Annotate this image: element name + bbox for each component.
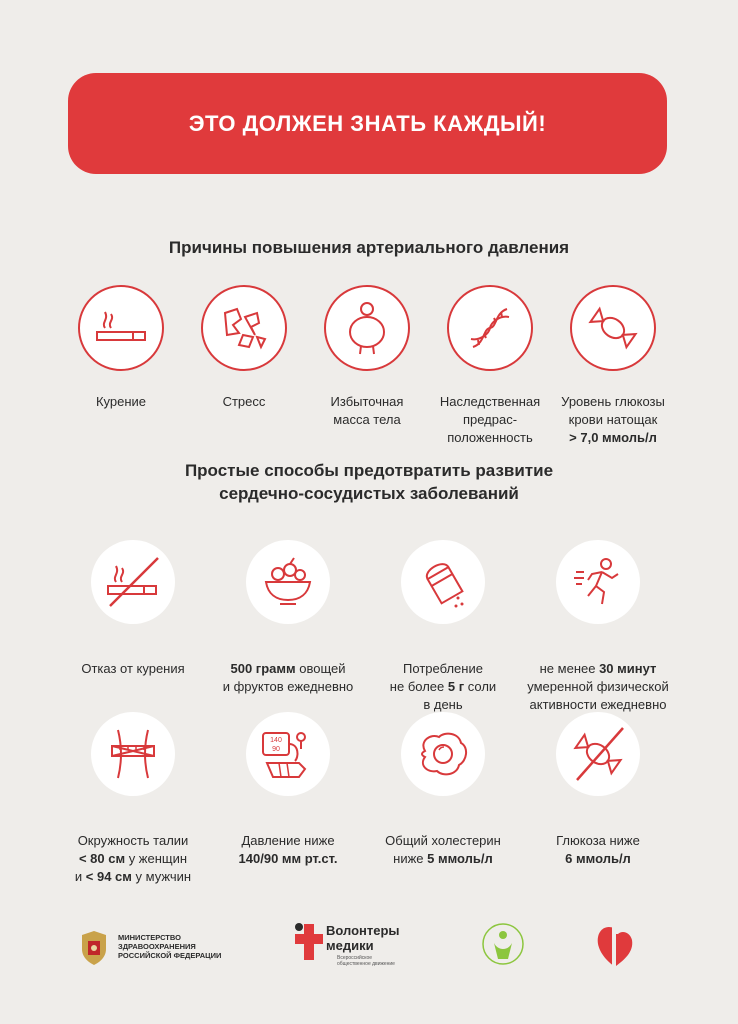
- tip-pressure: [198, 712, 378, 868]
- tip-label: Отказ от курения: [81, 661, 185, 676]
- volunteers-logo-subtitle: Всероссийское общественное движение: [337, 955, 395, 967]
- broken-pieces-icon: [201, 285, 287, 371]
- tip-glucose: [508, 712, 688, 868]
- vegetable-bowl-icon: [246, 540, 330, 624]
- cause-label: Уровень глюкозы крови натощак > 7,0 ммоль/л: [561, 394, 665, 445]
- cause-label: Стресс: [222, 394, 266, 409]
- prevention-heading: Простые способы предотвратить развитие сердечно-сосудистых заболеваний: [184, 461, 554, 503]
- overweight-person-icon: [324, 285, 410, 371]
- cause-stress: [179, 285, 309, 411]
- no-candy-icon: [556, 712, 640, 796]
- ministry-name: МИНИСТЕРСТВО ЗДРАВООХРАНЕНИЯ РОССИЙСКОЙ ФЕДЕРАЦИИ: [118, 933, 222, 960]
- tip-label: Окружность талии < 80 см у женщин и < 94 см у мужчин: [74, 833, 192, 884]
- candy-icon: [570, 285, 656, 371]
- cause-label: Наследственная предрас- положенность: [439, 394, 541, 445]
- causes-heading: Причины повышения артериального давления: [168, 238, 570, 257]
- svg-text:90: 90: [272, 746, 280, 753]
- title-banner: [68, 73, 667, 174]
- tip-cholesterol: [353, 712, 533, 868]
- no-smoking-icon: [91, 540, 175, 624]
- tip-quit-smoking: [43, 540, 223, 678]
- tip-label: Потребление не более 5 г соли в день: [389, 661, 497, 712]
- ministry-emblem: [76, 927, 112, 967]
- tip-label: Давление ниже 140/90 мм рт.ст.: [238, 833, 338, 866]
- running-person-icon: [556, 540, 640, 624]
- tip-label: Глюкоза ниже 6 ммоль/л: [556, 833, 640, 866]
- svg-text:140: 140: [270, 737, 282, 744]
- cigarette-icon: [78, 285, 164, 371]
- tip-label: не менее 30 минут умеренной физической активности ежедневно: [527, 661, 669, 712]
- volunteers-logo-title: Волонтеры медики: [326, 923, 400, 953]
- fried-egg-icon: [401, 712, 485, 796]
- tip-vegetables: [198, 540, 378, 696]
- tip-label: Общий холестерин ниже 5 ммоль/л: [385, 833, 501, 866]
- tip-waist: [43, 712, 223, 886]
- cause-smoking: [56, 285, 186, 411]
- tip-label: 500 грамм овощей и фруктов ежедневно: [222, 661, 354, 694]
- dna-icon: [447, 285, 533, 371]
- cause-label: Избыточная масса тела: [330, 394, 404, 427]
- blood-pressure-monitor-icon: [246, 712, 330, 796]
- cause-glucose: [548, 285, 678, 447]
- cause-label: Курение: [95, 394, 147, 409]
- banner-title: ЭТО ДОЛЖЕН ЗНАТЬ КАЖДЫЙ!: [188, 110, 547, 136]
- cause-overweight: [302, 285, 432, 429]
- tip-salt: [353, 540, 533, 714]
- salt-shaker-icon: [401, 540, 485, 624]
- nmic-logo: [480, 921, 526, 967]
- heart-logo-icon: [594, 922, 636, 968]
- tip-activity: [508, 540, 688, 714]
- waist-measure-icon: [91, 712, 175, 796]
- cause-heredity: [425, 285, 555, 447]
- volunteers-logo-icon: [293, 922, 325, 962]
